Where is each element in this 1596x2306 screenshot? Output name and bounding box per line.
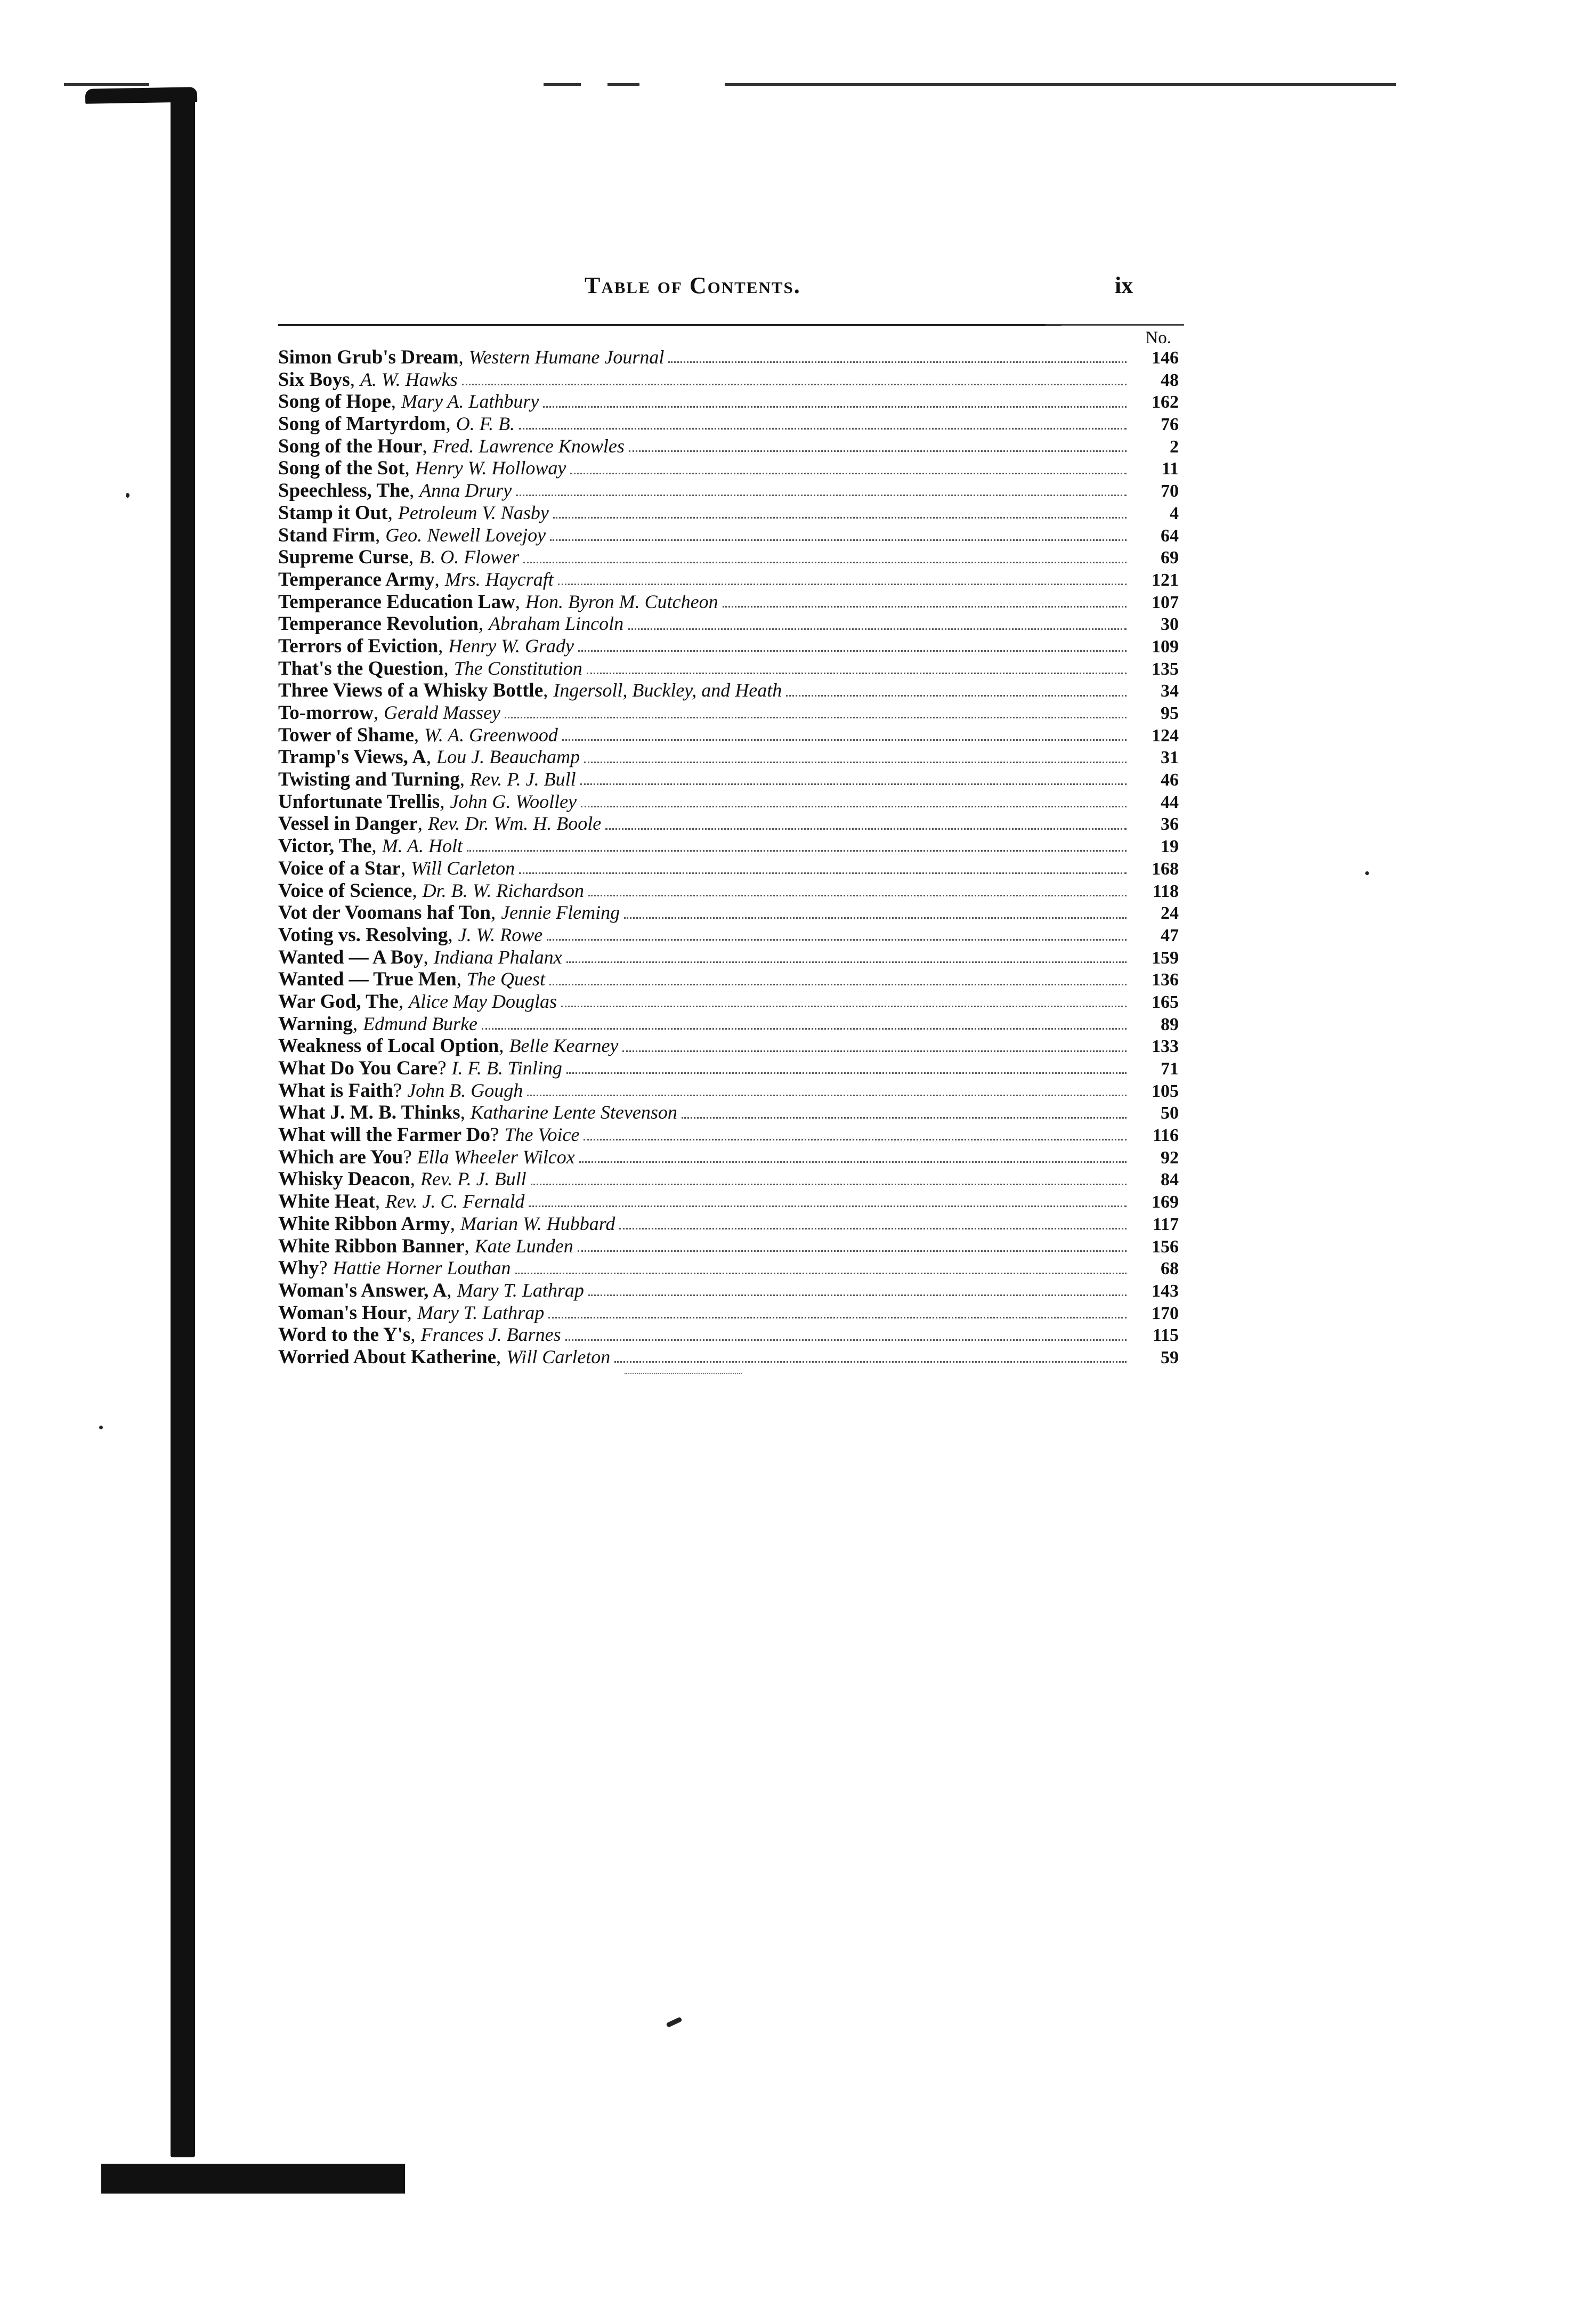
entry-number: 135 <box>1152 659 1179 679</box>
entry-separator: , <box>387 501 393 524</box>
entry-title: That's the Question <box>278 657 444 679</box>
dot-leader <box>519 872 1127 874</box>
entry-number: 107 <box>1152 592 1179 612</box>
entry-author: B. O. Flower <box>419 546 520 568</box>
entry-author: Frances J. Barnes <box>420 1324 561 1346</box>
entry-number: 89 <box>1161 1014 1179 1034</box>
entry-author: Gerald Massey <box>384 702 501 723</box>
entry-separator: , <box>391 391 396 413</box>
entry-number: 162 <box>1152 392 1179 412</box>
dot-leader <box>549 984 1127 985</box>
entry-number: 30 <box>1161 614 1179 635</box>
entry-title: Tower of Shame <box>278 724 414 746</box>
entry-separator: , <box>417 813 423 835</box>
entry-author: Rev. J. C. Fernald <box>385 1191 525 1212</box>
dot-leader <box>570 473 1127 474</box>
dot-leader <box>628 628 1127 630</box>
entry-separator: , <box>371 835 377 857</box>
dot-leader <box>505 717 1127 718</box>
entry-number: 71 <box>1161 1059 1179 1079</box>
toc-entry <box>278 658 1179 680</box>
toc-entry <box>278 391 1179 413</box>
toc-entry <box>278 346 1179 369</box>
toc-entry <box>278 1280 1179 1302</box>
entry-author: Edmund Burke <box>363 1013 478 1034</box>
toc-entry <box>278 768 1179 791</box>
entry-number: 117 <box>1152 1214 1179 1234</box>
entry-number: 143 <box>1152 1281 1179 1301</box>
entry-separator: , <box>407 1301 412 1324</box>
entry-title: Speechless, The <box>278 480 410 502</box>
entry-title: Whisky Deacon <box>278 1168 410 1191</box>
entry-number: 11 <box>1161 459 1179 479</box>
entry-number: 70 <box>1161 481 1179 501</box>
toc-entry <box>278 369 1179 391</box>
entry-title: To-morrow <box>278 702 374 724</box>
scan-speck <box>99 1426 103 1429</box>
toc-entry <box>278 924 1179 946</box>
entry-separator: ? <box>319 1257 328 1280</box>
dot-leader <box>550 539 1127 541</box>
entry-number: 68 <box>1161 1259 1179 1279</box>
entry-number: 109 <box>1152 636 1179 657</box>
entry-title: Stamp it Out <box>278 501 388 524</box>
toc-entry <box>278 480 1179 502</box>
entry-number: 169 <box>1152 1192 1179 1212</box>
entry-separator: , <box>443 657 449 679</box>
entry-title: Worried About Katherine <box>278 1346 497 1368</box>
toc-entry <box>278 413 1179 435</box>
entry-author: Katharine Lente Stevenson <box>470 1102 677 1123</box>
entry-author: Lou J. Beauchamp <box>436 746 580 768</box>
entry-number: 92 <box>1161 1147 1179 1168</box>
entry-title: Stand Firm <box>278 524 375 546</box>
entry-title: Wanted — True Men <box>278 968 457 991</box>
dot-leader <box>558 584 1127 585</box>
entry-separator: , <box>459 768 465 791</box>
entry-author: Fred. Lawrence Knowles <box>432 435 625 457</box>
toc-entry <box>278 968 1179 991</box>
entry-separator: ? <box>438 1057 447 1079</box>
dot-leader <box>561 1006 1127 1007</box>
dot-leader <box>482 1028 1127 1030</box>
entry-author: Belle Kearney <box>509 1035 619 1057</box>
scan-top-rule <box>64 83 1396 86</box>
entry-number: 159 <box>1152 948 1179 968</box>
entry-title: Weakness of Local Option <box>278 1035 499 1057</box>
entry-title: Warning <box>278 1013 353 1035</box>
entry-title: Why <box>278 1257 319 1280</box>
entry-title: Song of the Hour <box>278 435 423 457</box>
dot-leader <box>566 1072 1127 1074</box>
dot-leader <box>578 1250 1127 1252</box>
entry-separator: , <box>448 924 453 946</box>
entry-separator: , <box>496 1346 501 1368</box>
entry-separator: , <box>414 724 419 746</box>
toc-entry <box>278 1146 1179 1169</box>
dot-leader <box>579 1161 1127 1163</box>
entry-title: Voice of Science <box>278 879 412 902</box>
entry-separator: ? <box>490 1124 499 1146</box>
toc-entry <box>278 702 1179 724</box>
entry-number: 118 <box>1152 881 1179 901</box>
entry-title: Which are You <box>278 1146 403 1168</box>
entry-separator: , <box>410 1324 416 1346</box>
entry-author: Rev. P. J. Bull <box>469 768 576 790</box>
toc-entry <box>278 724 1179 747</box>
entry-number: 124 <box>1152 725 1179 746</box>
entry-author: Indiana Phalanx <box>433 946 562 968</box>
dot-leader <box>786 695 1127 697</box>
entry-separator: , <box>440 790 445 813</box>
entry-title: Unfortunate Trellis <box>278 790 440 813</box>
entry-title: Voting vs. Resolving <box>278 924 448 946</box>
entry-separator: , <box>400 857 406 879</box>
entry-author: Rev. Dr. Wm. H. Boole <box>428 813 602 835</box>
entry-separator: , <box>408 546 414 569</box>
number-column-heading: No. <box>1145 328 1171 347</box>
dot-leader <box>467 850 1127 852</box>
entry-title: Simon Grub's Dream <box>278 346 459 368</box>
entry-separator: , <box>456 968 461 991</box>
entry-number: 76 <box>1161 415 1179 435</box>
entry-author: Will Carleton <box>506 1346 611 1368</box>
entry-separator: , <box>410 1168 415 1191</box>
entry-separator: , <box>373 702 379 724</box>
entry-title: White Ribbon Banner <box>278 1235 465 1257</box>
entry-author: Ingersoll, Buckley, and Heath <box>553 679 782 701</box>
dot-leader <box>553 517 1127 519</box>
entry-author: Mary T. Lathrap <box>457 1279 584 1301</box>
toc-entry <box>278 1035 1179 1057</box>
entry-number: 19 <box>1161 837 1179 857</box>
entry-separator: , <box>409 480 415 502</box>
entry-author: The Voice <box>504 1124 580 1146</box>
entry-separator: , <box>499 1035 504 1057</box>
dot-leader <box>462 384 1127 385</box>
dot-leader <box>543 406 1127 408</box>
toc-entry <box>278 1057 1179 1080</box>
entry-author: Anna Drury <box>419 480 512 501</box>
entry-separator: , <box>543 679 548 702</box>
binding-spine-foot <box>101 2164 405 2194</box>
dot-leader <box>548 1317 1127 1318</box>
toc-entry <box>278 635 1179 658</box>
entry-number: 136 <box>1152 970 1179 990</box>
entry-author: O. F. B. <box>456 413 515 435</box>
entry-title: Three Views of a Whisky Bottle <box>278 679 544 702</box>
entry-title: Song of Hope <box>278 391 391 413</box>
entry-number: 105 <box>1152 1081 1179 1101</box>
entry-author: I. F. B. Tinling <box>451 1057 562 1079</box>
toc-entry <box>278 679 1179 702</box>
entry-title: Terrors of Eviction <box>278 635 439 657</box>
scan-speck <box>126 493 129 498</box>
entry-author: John B. Gough <box>407 1079 523 1101</box>
entry-separator: , <box>422 435 427 457</box>
toc-entry <box>278 746 1179 768</box>
dot-leader <box>619 1228 1127 1229</box>
toc-entry <box>278 502 1179 524</box>
entry-author: Hattie Horner Louthan <box>333 1257 511 1279</box>
entry-separator: , <box>352 1013 358 1035</box>
entry-title: Wanted — A Boy <box>278 946 424 968</box>
entry-author: J. W. Rowe <box>458 924 543 945</box>
entry-separator: , <box>423 946 428 968</box>
toc-entry <box>278 1080 1179 1102</box>
entry-separator: , <box>404 457 410 480</box>
scan-speck <box>1365 871 1369 875</box>
entry-separator: , <box>375 524 380 546</box>
entry-separator: , <box>350 368 355 391</box>
toc-entry <box>278 791 1179 813</box>
toc-entry <box>278 1302 1179 1324</box>
entry-title: Six Boys <box>278 368 350 391</box>
binding-spine <box>171 90 195 2157</box>
entry-separator: , <box>490 902 496 924</box>
entry-title: White Ribbon Army <box>278 1212 450 1235</box>
entry-author: Henry W. Holloway <box>415 457 566 479</box>
toc-entry <box>278 457 1179 480</box>
entry-author: Mary T. Lathrap <box>417 1301 545 1323</box>
entry-number: 133 <box>1152 1037 1179 1057</box>
entry-number: 170 <box>1152 1303 1179 1323</box>
toc-entry <box>278 991 1179 1013</box>
dot-leader <box>578 650 1127 652</box>
toc-entry <box>278 591 1179 613</box>
page-number: ix <box>1115 272 1133 298</box>
entry-author: Will Carleton <box>411 857 515 879</box>
dot-leader <box>581 806 1127 807</box>
entry-number: 146 <box>1152 348 1179 368</box>
entry-title: Song of Martyrdom <box>278 413 446 435</box>
entry-author: Petroleum V. Nasby <box>398 501 549 523</box>
toc-entry <box>278 569 1179 591</box>
toc-entry <box>278 835 1179 857</box>
entry-title: Victor, The <box>278 835 372 857</box>
entry-separator: , <box>478 613 484 635</box>
entry-number: 121 <box>1152 570 1179 590</box>
dot-leader <box>531 1184 1127 1185</box>
dot-leader <box>588 1294 1127 1296</box>
entry-number: 115 <box>1152 1325 1179 1346</box>
end-rule <box>625 1373 742 1374</box>
dot-leader <box>516 495 1127 496</box>
entry-number: 64 <box>1161 525 1179 546</box>
entry-title: Vessel in Danger <box>278 813 418 835</box>
entry-author: Alice May Douglas <box>409 990 557 1012</box>
entry-title: Supreme Curse <box>278 546 409 569</box>
entry-separator: , <box>460 1102 465 1124</box>
entry-author: Rev. P. J. Bull <box>420 1168 526 1190</box>
entry-title: Song of the Sot <box>278 457 405 480</box>
entry-number: 34 <box>1161 681 1179 701</box>
entry-separator: , <box>375 1191 380 1213</box>
dot-leader <box>723 606 1127 608</box>
entry-separator: , <box>426 746 432 768</box>
entry-separator: ? <box>393 1079 402 1102</box>
entry-number: 2 <box>1170 436 1179 457</box>
dot-leader <box>565 1339 1127 1341</box>
entry-number: 31 <box>1161 748 1179 768</box>
entry-author: Marian W. Hubbard <box>460 1212 615 1234</box>
toc-entry <box>278 1168 1179 1191</box>
toc-entry <box>278 1213 1179 1235</box>
toc-entry-list <box>278 346 1179 1369</box>
entry-number: 168 <box>1152 859 1179 879</box>
entry-author: Mary A. Lathbury <box>401 391 539 412</box>
dot-leader <box>682 1117 1127 1119</box>
entry-title: What is Faith <box>278 1079 393 1102</box>
entry-title: Temperance Revolution <box>278 613 479 635</box>
entry-separator: , <box>450 1212 456 1235</box>
dot-leader <box>566 961 1127 963</box>
entry-number: 24 <box>1161 903 1179 924</box>
toc-entry <box>278 813 1179 835</box>
entry-title: What J. M. B. Thinks <box>278 1102 460 1124</box>
entry-author: Ella Wheeler Wilcox <box>417 1146 575 1168</box>
dot-leader <box>629 450 1127 452</box>
entry-author: Abraham Lincoln <box>489 613 624 635</box>
entry-title: Temperance Army <box>278 568 435 590</box>
heading-rule <box>278 324 1062 326</box>
entry-number: 48 <box>1161 370 1179 390</box>
dot-leader <box>588 895 1127 896</box>
entry-title: White Heat <box>278 1191 375 1213</box>
scan-speck <box>666 2017 683 2028</box>
entry-separator: , <box>515 590 520 613</box>
entry-number: 44 <box>1161 792 1179 812</box>
dot-leader <box>624 917 1127 919</box>
entry-author: Hon. Byron M. Cutcheon <box>525 590 718 612</box>
entry-separator: ? <box>403 1146 412 1168</box>
dot-leader <box>529 1205 1127 1207</box>
entry-number: 165 <box>1152 992 1179 1012</box>
dot-leader <box>614 1361 1127 1363</box>
dot-leader <box>527 1095 1127 1096</box>
entry-number: 116 <box>1152 1126 1179 1146</box>
toc-entry <box>278 946 1179 969</box>
dot-leader <box>584 762 1127 763</box>
entry-number: 95 <box>1161 703 1179 723</box>
entry-number: 50 <box>1161 1103 1179 1123</box>
toc-entry <box>278 857 1179 880</box>
toc-entry <box>278 546 1179 569</box>
entry-title: Vot der Voomans haf Ton <box>278 902 491 924</box>
entry-title: Twisting and Turning <box>278 768 460 791</box>
dot-leader <box>562 739 1127 741</box>
heading-rule-right <box>1046 324 1184 326</box>
dot-leader <box>580 783 1127 785</box>
dot-leader <box>584 1139 1127 1140</box>
entry-author: W. A. Greenwood <box>424 724 558 746</box>
toc-entry <box>278 902 1179 924</box>
dot-leader <box>519 428 1127 430</box>
entry-author: M. A. Holt <box>382 835 463 857</box>
entry-author: A. W. Hawks <box>360 368 458 390</box>
entry-number: 84 <box>1161 1170 1179 1190</box>
entry-title: War God, The <box>278 990 399 1013</box>
entry-author: John G. Woolley <box>450 790 577 812</box>
toc-entry <box>278 1324 1179 1346</box>
toc-heading-row <box>278 272 1179 309</box>
entry-separator: , <box>434 568 440 590</box>
entry-author: Geo. Newell Lovejoy <box>385 524 546 546</box>
entry-separator: , <box>438 635 443 657</box>
toc-entry <box>278 1102 1179 1124</box>
entry-title: What Do You Care <box>278 1057 438 1079</box>
entry-title: Woman's Answer, A <box>278 1279 447 1301</box>
toc-entry <box>278 1191 1179 1213</box>
entry-number: 36 <box>1161 814 1179 835</box>
toc-entry <box>278 1235 1179 1258</box>
toc-entry <box>278 435 1179 458</box>
dot-leader <box>523 562 1127 563</box>
entry-title: Tramp's Views, A <box>278 746 426 768</box>
entry-title: Woman's Hour <box>278 1301 407 1324</box>
entry-separator: , <box>398 990 404 1013</box>
dot-leader <box>622 1050 1127 1052</box>
dot-leader <box>547 939 1127 941</box>
dot-leader <box>515 1273 1127 1274</box>
entry-number: 47 <box>1161 925 1179 945</box>
entry-number: 59 <box>1161 1347 1179 1368</box>
table-of-contents <box>278 272 1179 1374</box>
entry-author: Mrs. Haycraft <box>444 568 554 590</box>
page-title: Table of Contents. <box>585 272 801 298</box>
entry-number: 69 <box>1161 548 1179 568</box>
entry-number: 4 <box>1170 503 1179 523</box>
toc-entry <box>278 1346 1179 1369</box>
entry-separator: , <box>412 879 417 902</box>
entry-separator: , <box>458 346 464 368</box>
entry-author: The Quest <box>466 968 545 990</box>
toc-entry <box>278 880 1179 902</box>
entry-author: Western Humane Journal <box>468 346 665 368</box>
entry-author: The Constitution <box>453 657 582 679</box>
entry-author: Kate Lunden <box>474 1235 573 1257</box>
toc-entry <box>278 1257 1179 1280</box>
entry-number: 46 <box>1161 770 1179 790</box>
dot-leader <box>587 673 1127 674</box>
dot-leader <box>668 361 1127 363</box>
entry-author: Dr. B. W. Richardson <box>422 879 585 901</box>
entry-title: Voice of a Star <box>278 857 401 879</box>
toc-entry <box>278 1013 1179 1035</box>
entry-title: What will the Farmer Do <box>278 1124 491 1146</box>
toc-entry <box>278 613 1179 635</box>
entry-author: Jennie Fleming <box>501 902 620 924</box>
entry-author: Henry W. Grady <box>448 635 574 657</box>
toc-entry <box>278 524 1179 547</box>
toc-entry <box>278 1124 1179 1146</box>
entry-title: Word to the Y's <box>278 1324 411 1346</box>
entry-separator: , <box>445 413 451 435</box>
entry-number: 156 <box>1152 1236 1179 1257</box>
entry-separator: , <box>447 1279 452 1301</box>
entry-separator: , <box>464 1235 469 1257</box>
dot-leader <box>605 828 1127 830</box>
entry-title: Temperance Education Law <box>278 590 515 613</box>
